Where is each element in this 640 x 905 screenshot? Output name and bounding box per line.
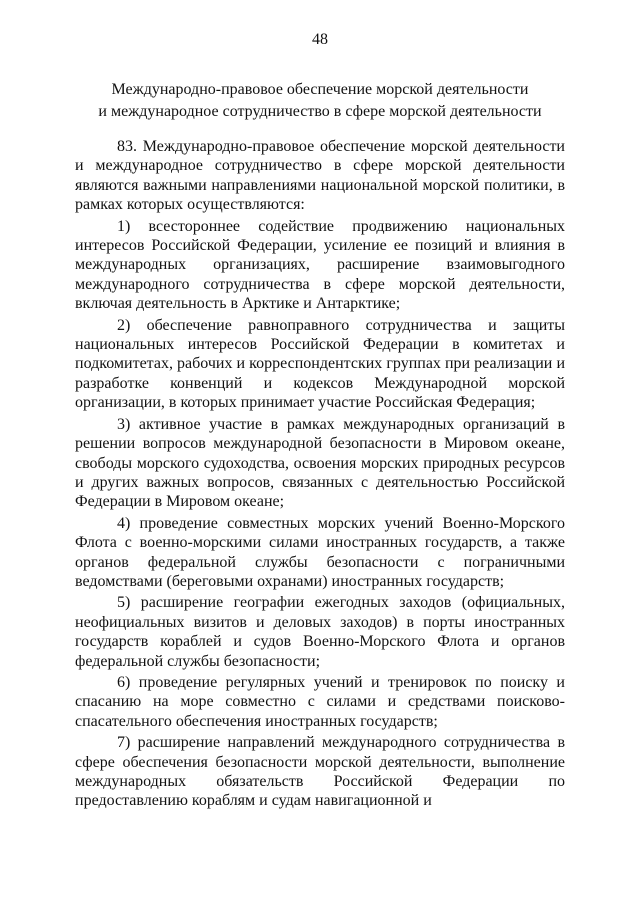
- list-item-2: 2) обеспечение равноправного сотрудничества и защиты национальных интересов Российской Федерации в комитетах и подкомитетах, рабочих и корреспондентских группах при реализации и разработке конвенций и кодексов Международной морской организации, в которых принимает участие Российская Федерация;: [75, 316, 565, 412]
- section-title-line-1: Международно-правовое обеспечение морской деятельности: [111, 81, 529, 98]
- list-item-5: 5) расширение географии ежегодных заходов (официальных, неофициальных визитов и деловых заходов) в порты иностранных государств кораблей и судов Военно-Морского Флота и органов федеральной службы безопасности;: [75, 594, 565, 670]
- list-item-3: 3) активное участие в рамках международных организаций в решении вопросов международной безопасности в Мировом океане, свободы морского судоходства, освоения морских природных ресурсов и других важных вопросов, связанных с деятельностью Российской Федерации в Мировом океане;: [75, 415, 565, 511]
- list-item-1: 1) всестороннее содействие продвижению национальных интересов Российской Федерации, усиление ее позиций и влияния в международных организациях, расширение взаимовыгодного международного сотрудничества в сфере морской деятельности, включая деятельность в Арктике и Антарктике;: [75, 217, 565, 313]
- section-title-line-2: и международное сотрудничество в сфере морской деятельности: [98, 103, 542, 120]
- section-title: [70, 79, 570, 123]
- list-item-7: 7) расширение направлений международного сотрудничества в сфере обеспечения безопасности морской деятельности, выполнение международных обязательств Российской Федерации по предоставлению кораблям и судам навигационной и: [75, 734, 565, 810]
- document-body: [75, 137, 565, 811]
- list-item-6: 6) проведение регулярных учений и тренировок по поиску и спасанию на море совместно с силами и средствами поисково-спасательного обеспечения иностранных государств;: [75, 673, 565, 730]
- paragraph-83: 83. Международно-правовое обеспечение морской деятельности и международное сотрудничество в сфере морской деятельности являются важными направлениями национальной морской политики, в рамках которых осуществляются:: [75, 138, 565, 214]
- list-item-4: 4) проведение совместных морских учений Военно-Морского Флота с военно-морскими силами иностранных государств, а также органов федеральной службы безопасности с пограничными ведомствами (береговыми охранами) иностранных государств;: [75, 514, 565, 590]
- page-number: 48: [312, 31, 328, 48]
